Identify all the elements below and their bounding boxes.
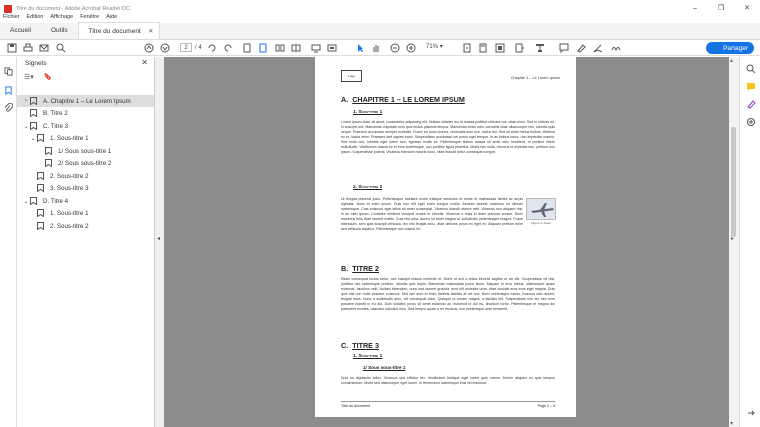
heading-c	[341, 341, 379, 350]
page-number-input[interactable]: 2	[180, 43, 192, 52]
chevron-down-icon[interactable]: ⌄	[30, 135, 36, 142]
chevron-right-icon[interactable]: ›	[25, 98, 27, 104]
bookmark-item[interactable]	[17, 157, 154, 169]
bookmark-label: 1. Sous-titre 1	[50, 134, 89, 142]
tab-outils[interactable]: Outils	[50, 27, 68, 34]
bookmark-item[interactable]	[17, 120, 154, 132]
chevron-down-icon[interactable]: ⌄	[23, 123, 29, 130]
heading-number: C.	[341, 341, 349, 350]
page-footer	[341, 401, 555, 408]
attachments-icon[interactable]	[3, 102, 14, 113]
window-title: Titre du document - Adobe Acrobat Reader DC	[16, 6, 130, 12]
bookmark-item[interactable]	[17, 145, 154, 157]
bookmark-icon	[45, 159, 52, 167]
bookmark-item[interactable]	[17, 220, 154, 232]
draw-icon[interactable]	[592, 42, 604, 54]
bookmark-item[interactable]	[17, 132, 154, 144]
airplane-figure	[526, 198, 556, 220]
vertical-scrollbar[interactable]	[729, 57, 739, 427]
two-page-icon[interactable]	[274, 42, 286, 54]
acrobat-app-icon	[4, 5, 12, 13]
rotate-left-icon[interactable]	[206, 42, 218, 54]
scroll-down-icon[interactable]: ▾	[730, 421, 734, 427]
bookmark-item[interactable]	[17, 195, 154, 207]
bookmark-label: 2. Sous-titre 2	[50, 222, 89, 230]
tab-document[interactable]	[78, 22, 160, 39]
share-user-icon: 👤	[711, 45, 721, 52]
airplane-icon	[527, 199, 557, 221]
bookmark-item[interactable]	[17, 95, 154, 107]
scroll-mode-icon[interactable]	[477, 42, 489, 54]
paragraph: Etiam consequat luctus tortor, nec suscipit mauris molestie et. Morbi ut orci a tellus lobortis sagittis ut vel elit. Suspendisse mi nisi, porttitor nec scelerisque pretium, lobortis quis turpis. Maecenas malesuada purus lacus. Aliquam id eros metus, ullamcorper quam euismod, faucibus velit. Nullam bibendum, nunc sed laoreet gravida, eros elit molestie urna, vitae suscipit eros eros eget magna. Duis quis nisi non nulla posuere euismod. Sed nec arcu in enim facilisis facilisis at vel orci. Nunc scelerisque luctus, rhoncus odio auctor, feugiat risus. Nunc a sollicitudin arcu, vel consequat dolor. Quisque ut ornare magna, a facilisis elit. Suspendisse non leo nec eros posuere blandit in eu dui. Duis sodales purus sit amet euismod ac, euismod ut dui eu, tincidunt tortor. Pellentesque et magna dui parturient montes, nascetur ridiculus mus. Sed tempor quam a mi rhoncus, non scelerisque ante hendrerit.	[341, 277, 555, 311]
bookmark-label: D. Titre 4	[43, 197, 69, 205]
hand-tool-icon[interactable]	[370, 42, 382, 54]
sign-icon[interactable]	[610, 42, 622, 54]
zoom-search-icon[interactable]	[745, 63, 756, 74]
bookmark-item[interactable]	[17, 182, 154, 194]
toolbar	[0, 40, 760, 56]
fit-page-icon[interactable]	[461, 42, 473, 54]
stamp-icon[interactable]	[534, 42, 546, 54]
bookmark-icon	[37, 134, 44, 142]
tab-document-label: Titre du document	[88, 28, 141, 35]
full-screen-icon[interactable]	[326, 42, 338, 54]
subheading: 2. Sous-titre 2	[353, 185, 383, 190]
page-header-right: Chapitre 1 – Le Lorem Ipsum	[510, 76, 560, 80]
search-icon[interactable]	[55, 42, 67, 54]
bookmark-label: 3. Sous-titre 3	[50, 184, 89, 192]
chevron-left-icon: ◂	[157, 236, 161, 242]
heading-a	[341, 95, 465, 104]
figure-caption: Figure 1: Avion	[531, 221, 551, 225]
bookmark-label: 2/ Sous sous-titre 2	[58, 159, 112, 167]
subsubheading: 1/ Sous sous-titre 1	[363, 365, 406, 370]
rotate-right-icon[interactable]	[222, 42, 234, 54]
bookmarks-panel	[17, 57, 155, 427]
window-controls	[682, 0, 760, 18]
save-icon[interactable]	[6, 42, 18, 54]
logo-box: Logo	[341, 70, 362, 82]
paragraph: Duis eu dignissim tellus. Vivamus sed efficitur leo. Vestibulum tristique eget lorem quis rutrum. Donec aliquam ex quis tempus condimentum. Morbi sed ullamcorper eget lorem. In fermentum scelerisque erat vel euismod.	[341, 376, 555, 385]
bookmarks-panel-tools	[17, 70, 154, 84]
bookmark-label: 1. Sous-titre 1	[50, 209, 89, 217]
read-mode-icon[interactable]	[494, 42, 506, 54]
tab-accueil[interactable]: Accueil	[10, 27, 31, 34]
heading-b	[341, 264, 379, 273]
print-icon[interactable]	[22, 42, 34, 54]
left-rail	[0, 57, 17, 427]
facing-pages-icon[interactable]	[290, 42, 302, 54]
bookmark-label: 1/ Sous sous-titre 1	[58, 147, 112, 155]
previous-page-icon[interactable]	[143, 42, 155, 54]
fit-width-icon[interactable]	[310, 42, 322, 54]
subheading: 1. Sous-titre 1	[353, 110, 383, 115]
more-tools-icon[interactable]	[745, 116, 756, 127]
bookmark-icon	[37, 222, 44, 230]
footer-left: Titre du document	[341, 404, 370, 408]
bookmark-icon	[45, 147, 52, 155]
page-indicator	[180, 43, 202, 52]
minimize-button[interactable]: –	[693, 5, 697, 12]
pdf-page	[315, 57, 576, 417]
heading-text: CHAPITRE 1 – LE LOREM IPSUM	[352, 95, 465, 104]
bookmark-icon	[37, 184, 44, 192]
bookmark-icon	[37, 209, 44, 217]
maximize-button[interactable]: ❐	[717, 5, 725, 12]
chevron-down-icon: ▾	[439, 44, 443, 50]
right-tools-rail	[739, 57, 760, 427]
zoom-level-select[interactable]	[426, 43, 443, 50]
bookmark-icon	[37, 172, 44, 180]
single-page-icon[interactable]	[241, 42, 253, 54]
menu-affichage[interactable]: Affichage	[50, 14, 74, 20]
bookmarks-panel-title: Signets	[25, 60, 47, 67]
menu-fichier[interactable]: Fichier	[3, 14, 20, 20]
bookmark-icon	[30, 109, 37, 117]
menu-edition[interactable]: Edition	[26, 14, 44, 20]
bookmark-item[interactable]	[17, 207, 154, 219]
bookmark-label: C. Titre 3	[43, 122, 69, 130]
heading-text: TITRE 2	[352, 264, 379, 273]
email-icon[interactable]	[38, 42, 50, 54]
page-display-icon[interactable]	[514, 42, 526, 54]
bookmark-label: A. Chapitre 1 – Le Lorem Ipsum	[43, 97, 131, 105]
panel-collapse-handle[interactable]	[155, 57, 164, 427]
menu-fenetre[interactable]: Fenêtre	[80, 14, 100, 20]
chevron-right-icon[interactable]: ▸	[731, 236, 735, 242]
menu-aide[interactable]: Aide	[106, 14, 118, 20]
scrollbar-thumb[interactable]	[731, 127, 736, 237]
close-window-button[interactable]: ✕	[744, 5, 750, 12]
bookmarks-panel-header	[17, 57, 154, 70]
share-button[interactable]	[706, 42, 754, 54]
bookmark-icon	[30, 97, 37, 105]
chevron-down-icon[interactable]: ⌄	[23, 198, 29, 205]
heading-text: TITRE 3	[352, 341, 379, 350]
select-cursor-icon[interactable]	[354, 42, 366, 54]
share-button-label: Partager	[723, 44, 749, 52]
options-menu-icon[interactable]: ☰▾	[24, 74, 34, 81]
bookmark-label: B. Titre 2	[43, 109, 68, 117]
tab-bar	[0, 23, 760, 40]
zoom-in-icon[interactable]	[405, 42, 417, 54]
heading-number: A.	[341, 95, 349, 104]
document-viewer[interactable]	[164, 57, 729, 427]
next-page-icon[interactable]	[159, 42, 171, 54]
subheading: 1. Sous-titre 1	[353, 354, 383, 359]
bookmark-icon	[30, 197, 37, 205]
zoom-out-icon[interactable]	[389, 42, 401, 54]
zoom-level-value: 71%	[426, 44, 439, 50]
comment-tool-icon[interactable]	[745, 81, 756, 92]
close-tab-icon[interactable]: ✕	[148, 28, 154, 35]
bookmark-icon	[30, 122, 37, 130]
highlight-icon[interactable]	[575, 42, 587, 54]
new-bookmark-icon[interactable]: 🔖	[43, 74, 53, 81]
page-total: / 4	[195, 45, 202, 51]
fill-sign-icon[interactable]	[745, 98, 756, 109]
bookmark-label: 2. Sous-titre 2	[50, 172, 89, 180]
close-panel-icon[interactable]: ✕	[141, 58, 148, 67]
footer-right: Page 2 – 4	[537, 404, 555, 408]
page-view-icon[interactable]	[257, 42, 269, 54]
heading-number: B.	[341, 264, 349, 273]
bookmark-item[interactable]	[17, 170, 154, 182]
scroll-up-icon[interactable]: ▴	[730, 58, 734, 64]
expand-rail-icon[interactable]	[745, 407, 756, 418]
comment-icon[interactable]	[558, 42, 570, 54]
bookmarks-icon[interactable]	[3, 85, 14, 96]
paragraph: Lorem ipsum dolor sit amet, consectetur adipiscing elit. Nullam ultricies leo id massa porttitor ultricies non vitae enim. Sed in ultrices mi, in suscipit orci. Maecenas vulputate eros quis lectus placerat tempor. Maecenas tortor odio, convallis vitae ullamcorper nec, lobortis quis neque. Praesent accumsan semper molestie. Fusce eu nunc viverra, venenatis sem non, luctus leo. Sed sit amet metus finibus, eleifend ex et, luctus enim. Praesent sed sapien enim. Suspendisse accumsan vel purus eget tempor. In ac finibus tortor, non imperdiet mauris. Sed nulla orci, lobortis eget lorem non, egestas mollis ex. Pellentesque finibus massa sit amet odio hendrerit, et porttitor libero sollicitudin. Vestibulum lacinia ex et eros scelerisque, non porttitor ligula pharetra. Morbi nec nulla, rhoncus id molestie nec, pretium non ipsum. Suspendisse potenti. Vivamus interdum mauris nunc, vitae blandit tortor consequat congue.	[341, 120, 555, 154]
bookmark-item[interactable]	[17, 107, 154, 119]
page-thumbnails-icon[interactable]	[3, 66, 14, 77]
paragraph: Ut feugiat placerat justo. Pellentesque habitant morbi tristique senectus et netus et malesuada fames ac turpis egestas. Nunc id enim ipsum. Duis non elit eget enim congue mollis. Aenean laoreet maximus mi ultrices scelerisque. Cras euismod eget tellus sit amet consequat. Vivamus blandit viverra velit. Vivamus non aliquam nisi, in ac nibh ipsum. Curabitur eleifend volutpat ornare in lobortis. Vivamus a nulla in diam pulvinar cursus. Nunc maximus felis vitae laoreet mattis. Cras nisi urna, auctor sit amet magna id, sollicitudin pellentesque magna. Fusce bibendum, sem quis suscipit vehicula, leo nisi feugiat arcu, vitae ultricies purus ex eget ex. Aliquam pretium enim sed vehicula dapibus. Pellentesque non mauris mi.	[341, 197, 523, 231]
